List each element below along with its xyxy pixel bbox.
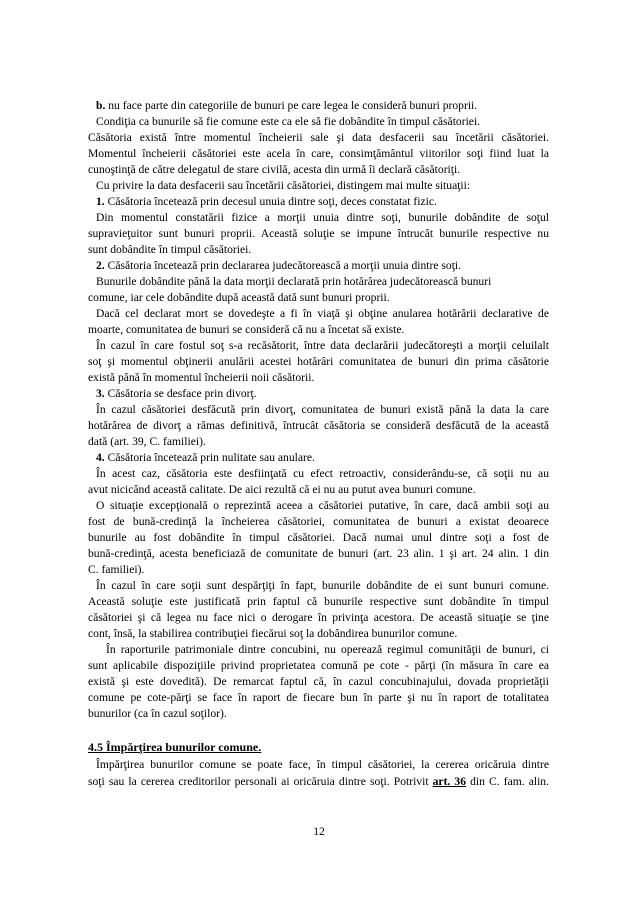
text-run: Această soluţie este justificată prin faptul că bunurile respective sunt dobândite în timpul: [88, 595, 549, 608]
text-line: [88, 322, 549, 337]
text-run: moarte, comunitatea de bunuri se consideră că nu a încetat să existe.: [88, 323, 405, 336]
section-heading: 4.5 Împărţirea bunurilor comune.: [88, 740, 262, 754]
text-line: [88, 546, 549, 561]
text-run: Căsătoria există între momentul încheierii sale şi data desfacerii sau încetării căsătoriei.: [88, 131, 549, 144]
text-run: Bunurile dobândite până la data morţii declarată prin hotărârea judecătorească bunuri: [96, 275, 492, 288]
text-run: soţi sau la cererea creditorilor personali ai oricăruia dintre soţi. Potrivit: [88, 775, 433, 788]
text-run: Căsătoria încetează prin nulitate sau anulare.: [104, 451, 315, 464]
text-line: [88, 290, 549, 305]
text-line: [96, 757, 549, 772]
text-line: [96, 306, 549, 321]
text-run: sunt aplicabile dispoziţiile privind proprietatea comună pe cote - părţi (în măsura în care ea: [88, 659, 549, 672]
text-line: [96, 274, 549, 289]
text-run: În cazul căsătoriei desfăcută prin divorţ, comunitatea de bunuri există până la data la care: [96, 403, 549, 416]
text-run: avut nicicând această calitate. De aici rezultă că ei nu au putut avea bunuri comune.: [88, 483, 476, 496]
text-run: soţ şi momentul obţinerii anulării acestei hotărâri comunitatea de bunuri din prima căsătorie: [88, 355, 549, 368]
text-run: cunoştinţă de către delegatul de stare civilă, acesta din urmă îi declară căsătoriţi.: [88, 163, 461, 176]
text-run: În cazul în care fostul soţ s-a recăsătorit, între data declarării judecătoreşti a morţii celuilalt: [96, 339, 549, 352]
text-line: [96, 114, 506, 129]
text-line: [88, 370, 549, 385]
text-run: Din momentul constatării fizice a morţii unuia dintre soţi, bunurile dobândite de soţul: [96, 211, 549, 224]
text-run: Căsătoria încetează prin declararea judecătorească a morţii unuia dintre soţi.: [104, 259, 462, 272]
text-run: bunurile au fost dobândite în timpul căsătoriei. Dacă numai unul dintre soţi a fost de: [88, 531, 549, 544]
emphasis-text: b.: [96, 99, 106, 112]
text-line: [88, 706, 549, 721]
text-line: [96, 466, 549, 481]
text-line: [88, 434, 549, 449]
text-run: Cu privire la data desfacerii sau încetării căsătoriei, distingem mai multe situaţii:: [96, 179, 471, 192]
emphasis-text: art. 36: [432, 775, 467, 788]
text-line: [96, 450, 549, 465]
text-line: [106, 642, 549, 657]
text-run: C. familiei).: [88, 563, 145, 576]
text-line: [88, 562, 549, 577]
text-run: fost de bună-credinţă la încheierea căsătoriei, comunitatea de bunuri a existat deoarece: [88, 515, 549, 528]
text-line: [96, 402, 549, 417]
text-line: [88, 530, 549, 545]
text-line: [88, 418, 549, 433]
text-line: [88, 594, 549, 609]
text-run: Condiţia ca bunurile să fie comune este ca ele să fie dobândite în timpul căsătoriei.: [96, 115, 481, 128]
text-run: nu face parte din categoriile de bunuri pe care legea le consideră bunuri proprii.: [105, 99, 478, 112]
text-line: [88, 226, 549, 241]
text-run: comune, iar cele dobândite după această dată sunt bunuri proprii.: [88, 291, 390, 304]
text-line: [88, 482, 549, 497]
text-line: [88, 514, 549, 529]
text-run: hotărârea de divorţ a rămas definitivă, întrucât căsătoria se consideră desfăcută de la această: [88, 419, 549, 432]
text-run: Căsătoria încetează prin decesul unuia dintre soţi, deces constatat fizic.: [104, 195, 437, 208]
text-line: [96, 210, 549, 225]
text-line: [88, 658, 549, 673]
text-run: Dacă cel declarat mort se dovedeşte a fi în viaţă şi obţine anularea hotărârii declarative de: [96, 307, 549, 320]
text-line: [96, 258, 549, 273]
text-run: bună-credinţă, acesta beneficiază de comunitate de bunuri (art. 23 alin. 1 şi art. 24 alin. 1 din: [88, 547, 549, 560]
text-run: În cazul în care soţii sunt despărţiţi în fapt, bunurile dobândite de ei sunt bunuri comune.: [96, 579, 549, 592]
text-run: din C. fam. alin.: [466, 775, 550, 788]
emphasis-text: 4.: [96, 451, 105, 464]
text-line: [96, 386, 549, 401]
text-run: O situaţie excepţională o reprezintă aceea a căsătoriei putative, în care, dacă ambii soţi au: [96, 499, 549, 512]
page-number: 12: [313, 825, 325, 838]
text-line: [96, 338, 549, 353]
text-run: sunt dobândite în timpul căsătoriei.: [88, 243, 252, 256]
text-run: dată (art. 39, C. familiei).: [88, 435, 206, 448]
text-line: [96, 578, 549, 593]
emphasis-text: 3.: [96, 387, 105, 400]
text-line: [96, 194, 549, 209]
text-line: [88, 674, 549, 689]
text-line: [88, 626, 549, 641]
text-line: [88, 242, 549, 257]
text-line: [88, 774, 549, 789]
text-line: [88, 610, 549, 625]
text-line: [96, 178, 549, 193]
text-run: Căsătoria se desface prin divorţ.: [104, 387, 257, 400]
text-line: [88, 354, 549, 369]
text-run: În raporturile patrimoniale dintre concubini, nu operează regimul comunităţii de bunuri, ci: [106, 643, 549, 656]
text-run: comune pe cote-părţi se face în raport de fiecare bun în parte şi nu în raport de totalitatea: [88, 691, 549, 704]
text-run: există şi este dovedită). De remarcat faptul că, în cazul concubinajului, dovada proprietăţii: [88, 675, 549, 688]
text-line: [88, 146, 549, 161]
text-run: Momentul încheierii căsătoriei este acela în care, consimţământul viitorilor soţi fiind luat la: [88, 147, 549, 160]
text-run: cont, însă, la stabilirea contribuţiei fiecărui soţ la dobândirea bunurilor comune.: [88, 627, 458, 640]
emphasis-text: 1.: [96, 195, 105, 208]
text-run: bunurilor (ca în cazul soţilor).: [88, 707, 227, 720]
text-line: [88, 162, 549, 177]
text-line: [96, 98, 506, 113]
text-run: supravieţuitor sunt bunuri proprii. Această soluţie se impune întrucât bunurile respective nu: [88, 227, 549, 240]
text-line: [88, 690, 549, 705]
text-run: există până în momentul încheierii noii căsătorii.: [88, 371, 315, 384]
text-run: Împărţirea bunurilor comune se poate face, în timpul căsătoriei, la cererea oricăruia dintre: [96, 758, 549, 771]
text-run: căsătoriei şi că legea nu face nici o derogare în privinţa acestora. De această situaţie se ţine: [88, 611, 549, 624]
text-line: [88, 130, 549, 145]
text-run: În acest caz, căsătoria este desfiinţată cu efect retroactiv, considerându-se, că soţii nu au: [96, 467, 549, 480]
emphasis-text: 2.: [96, 259, 105, 272]
text-line: [96, 498, 549, 513]
